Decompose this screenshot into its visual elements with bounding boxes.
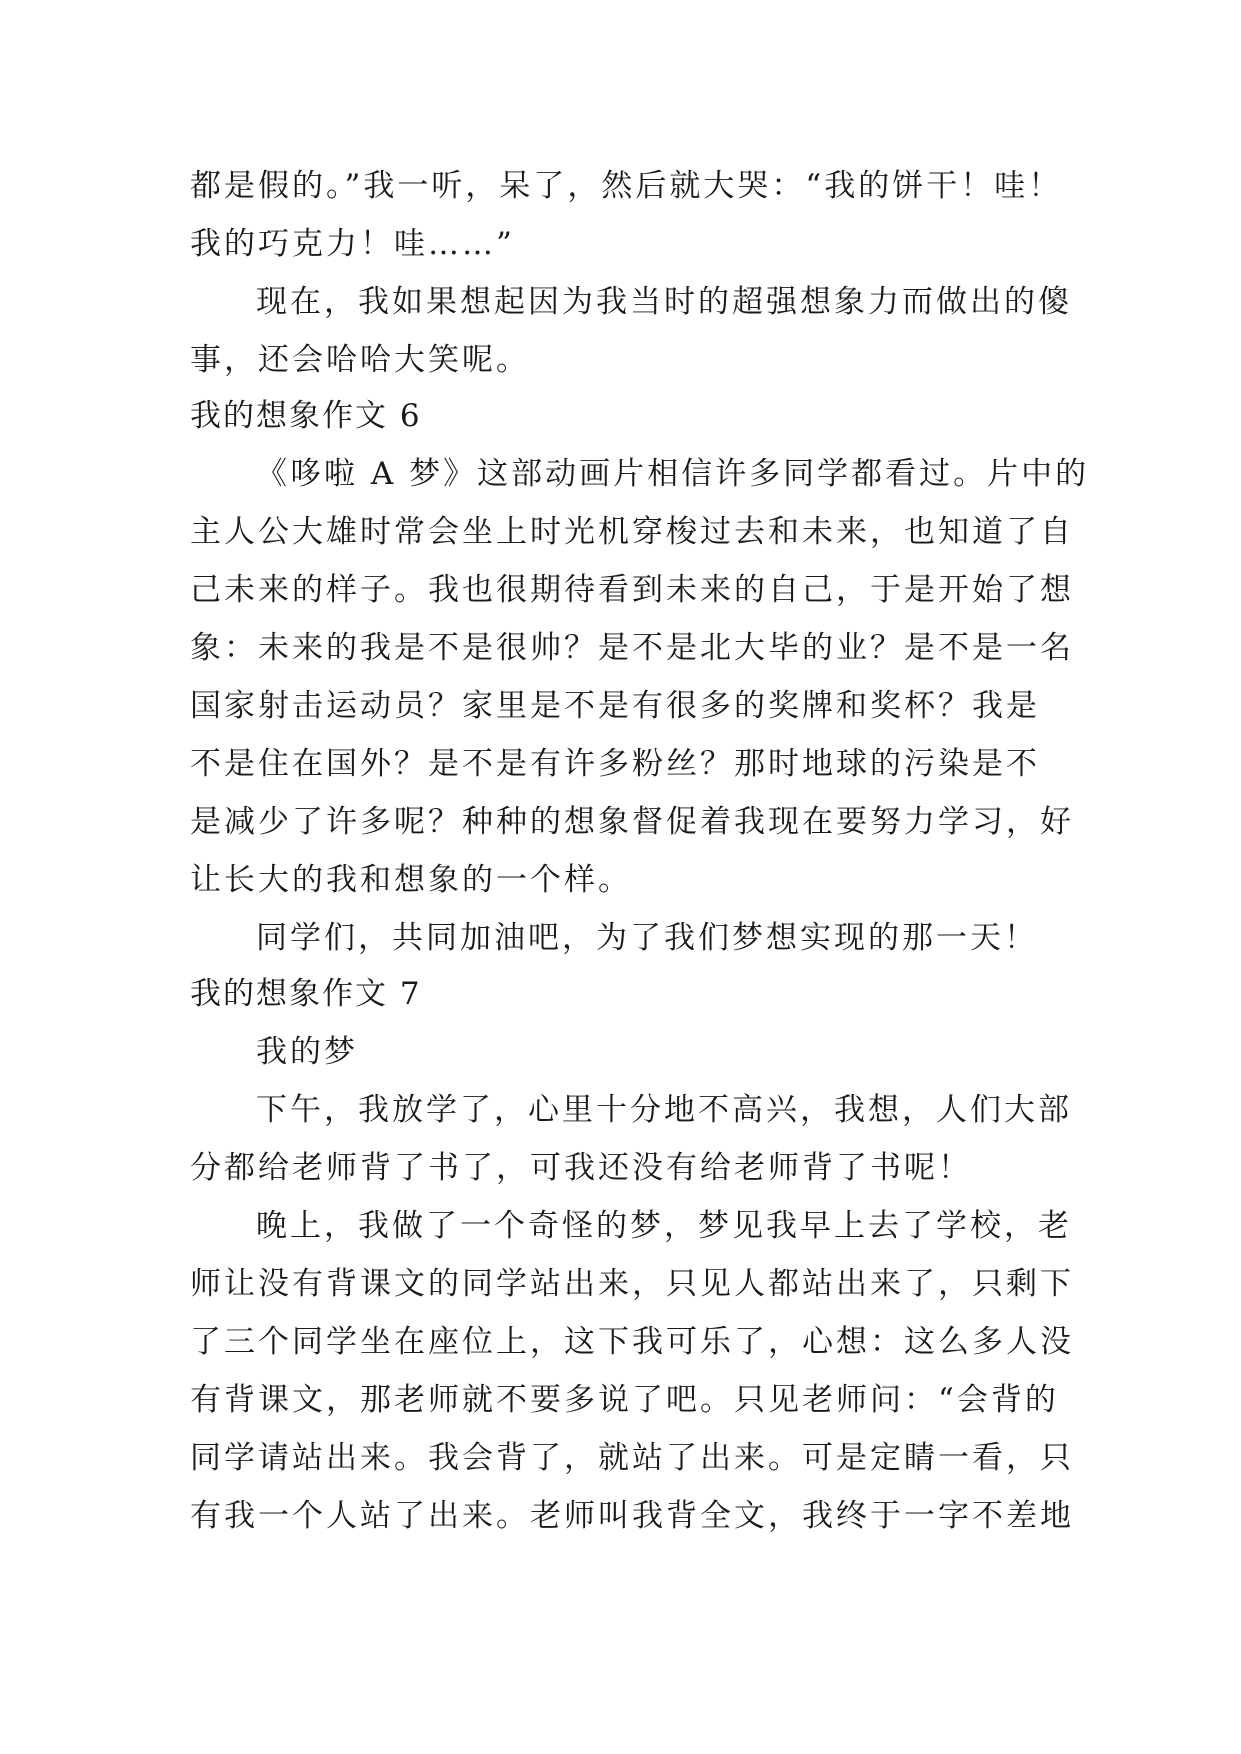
text-line: 不是住在国外？是不是有许多粉丝？那时地球的污染是不 (190, 746, 1040, 782)
text-line: 让长大的我和想象的一个样。 (190, 862, 632, 898)
text-line: 同学请站出来。我会背了，就站了出来。可是定睛一看，只 (190, 1440, 1074, 1476)
paragraph-start: 现在，我如果想起因为我当时的超强想象力而做出的傻 (256, 284, 1072, 320)
text-line: 国家射击运动员？家里是不是有很多的奖牌和奖杯？我是 (190, 688, 1040, 724)
text-line: 分都给老师背了书了，可我还没有给老师背了书呢！ (190, 1150, 972, 1186)
text-line: 象：未来的我是不是很帅？是不是北大毕的业？是不是一名 (190, 630, 1074, 666)
section-heading: 我的想象作文 6 (190, 398, 422, 434)
paragraph-start: 晚上，我做了一个奇怪的梦，梦见我早上去了学校，老 (256, 1208, 1072, 1244)
text-line: 有背课文，那老师就不要多说了吧。只见老师问：“会背的 (190, 1382, 1059, 1418)
text-line: 己未来的样子。我也很期待看到未来的自己，于是开始了想 (190, 572, 1074, 608)
paragraph-start: 下午，我放学了，心里十分地不高兴，我想，人们大部 (256, 1092, 1072, 1128)
text-line: 有我一个人站了出来。老师叫我背全文，我终于一字不差地 (190, 1498, 1074, 1534)
section-heading: 我的想象作文 7 (190, 976, 422, 1012)
paragraph-start: 《哆啦 A 梦》这部动画片相信许多同学都看过。片中的 (256, 456, 1090, 492)
text-line: 了三个同学坐在座位上，这下我可乐了，心想：这么多人没 (190, 1324, 1074, 1360)
paragraph-start: 同学们，共同加油吧，为了我们梦想实现的那一天！ (256, 920, 1038, 956)
text-line: 师让没有背课文的同学站出来，只见人都站出来了，只剩下 (190, 1266, 1074, 1302)
text-line: 主人公大雄时常会坐上时光机穿梭过去和未来，也知道了自 (190, 514, 1074, 550)
essay-title: 我的梦 (256, 1034, 358, 1070)
text-line: 事，还会哈哈大笑呢。 (190, 342, 530, 378)
text-line: 我的巧克力！哇……” (190, 226, 515, 262)
text-line: 是减少了许多呢？种种的想象督促着我现在要努力学习，好 (190, 804, 1074, 840)
text-line: 都是假的。”我一听，呆了，然后就大哭：“我的饼干！哇！ (190, 168, 1063, 204)
